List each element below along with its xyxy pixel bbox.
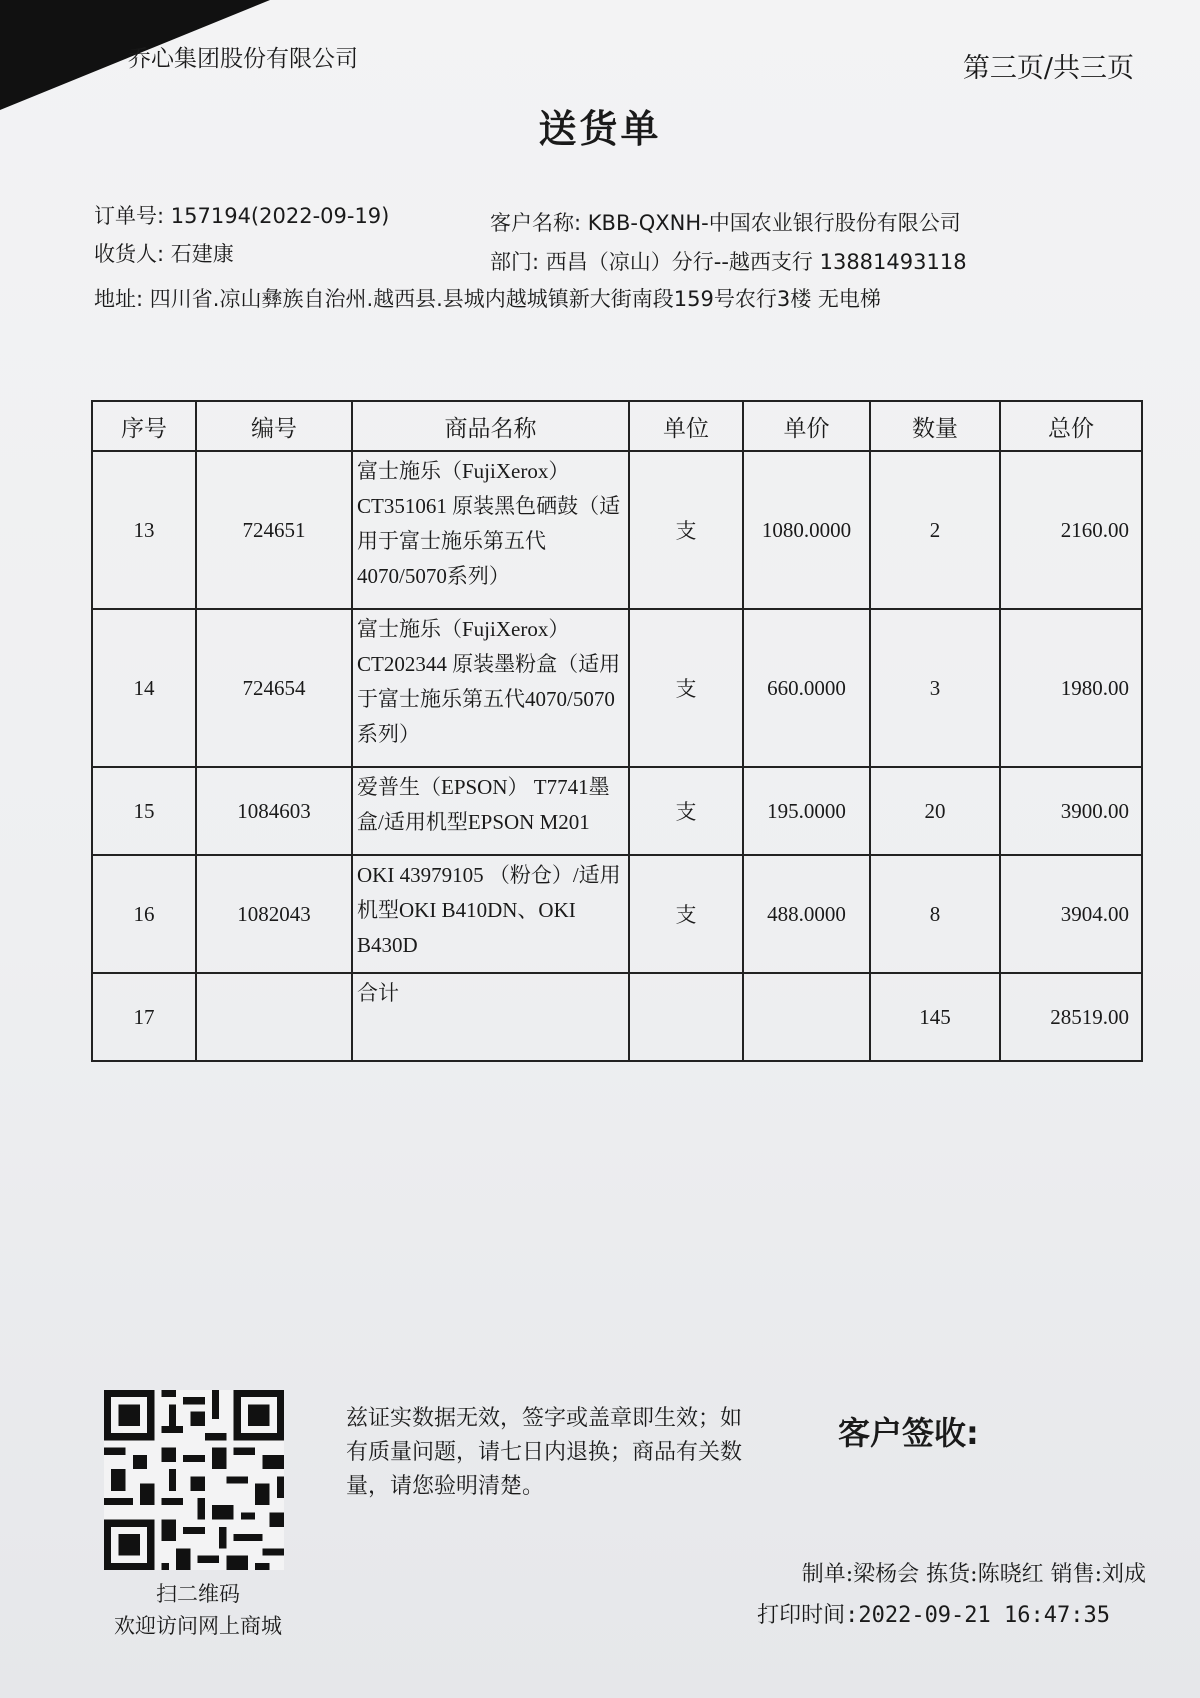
customer-name: 客户名称: KBB-QXNH-中国农业银行股份有限公司 xyxy=(490,211,961,235)
column-header: 数量 xyxy=(870,401,1000,451)
row-unit: 支 xyxy=(629,855,743,973)
row-unit xyxy=(629,973,743,1061)
table-row-total xyxy=(92,973,1142,1061)
row-price: 195.0000 xyxy=(743,767,870,855)
order-number: 订单号: 157194(2022-09-19) xyxy=(94,204,390,228)
page-title: 送货单 xyxy=(538,107,662,151)
row-total: 2160.00 xyxy=(1000,451,1142,609)
column-header: 序号 xyxy=(92,401,196,451)
row-total: 28519.00 xyxy=(1000,973,1142,1061)
qr-code-icon xyxy=(104,1390,284,1570)
row-code: 724654 xyxy=(196,609,352,767)
row-seq: 13 xyxy=(92,451,196,609)
row-product-name: 富士施乐（FujiXerox）CT351061 原装黑色硒鼓（适用于富士施乐第五代4070/5070系列） xyxy=(352,451,629,609)
row-product-name: 合计 xyxy=(352,973,629,1061)
row-seq: 15 xyxy=(92,767,196,855)
qr-caption-line1: 扫二维码 xyxy=(156,1582,240,1606)
row-total: 3900.00 xyxy=(1000,767,1142,855)
table-row xyxy=(92,609,1142,767)
qr-caption xyxy=(88,1578,308,1642)
row-total: 1980.00 xyxy=(1000,609,1142,767)
customer-signature-label: 客户签收: xyxy=(838,1414,979,1452)
column-header: 商品名称 xyxy=(352,401,629,451)
row-seq: 16 xyxy=(92,855,196,973)
receiver: 收货人: 石建康 xyxy=(94,242,234,266)
table-row xyxy=(92,451,1142,609)
column-header: 总价 xyxy=(1000,401,1142,451)
row-unit: 支 xyxy=(629,451,743,609)
row-qty: 3 xyxy=(870,609,1000,767)
qr-caption-line2: 欢迎访问网上商城 xyxy=(114,1614,282,1638)
goods-table xyxy=(91,400,1143,1062)
row-code: 724651 xyxy=(196,451,352,609)
table-row xyxy=(92,855,1142,973)
row-qty: 8 xyxy=(870,855,1000,973)
disclaimer-text: 兹证实数据无效，签字或盖章即生效；如有质量问题，请七日内退换；商品有关数量，请您验明清楚。 xyxy=(346,1406,743,1499)
row-qty: 145 xyxy=(870,973,1000,1061)
table-row xyxy=(92,767,1142,855)
row-unit: 支 xyxy=(629,767,743,855)
row-code xyxy=(196,973,352,1061)
page-indicator: 第三页/共三页 xyxy=(962,53,1134,84)
column-header: 编号 xyxy=(196,401,352,451)
column-header: 单价 xyxy=(743,401,870,451)
staff-info: 制单:梁杨会 拣货:陈晓红 销售:刘成 xyxy=(801,1562,1146,1587)
row-qty: 2 xyxy=(870,451,1000,609)
address: 地址: 四川省.凉山彝族自治州.越西县.县城内越城镇新大街南段159号农行3楼 无电梯 xyxy=(94,287,881,311)
row-seq: 14 xyxy=(92,609,196,767)
row-unit: 支 xyxy=(629,609,743,767)
column-header: 单位 xyxy=(629,401,743,451)
row-product-name: 爱普生（EPSON） T7741墨盒/适用机型EPSON M201 xyxy=(352,767,629,855)
row-code: 1082043 xyxy=(196,855,352,973)
row-product-name: 富士施乐（FujiXerox）CT202344 原装墨粉盒（适用于富士施乐第五代4070/5070系列） xyxy=(352,609,629,767)
table-header-row xyxy=(92,401,1142,451)
company-name: 乔心集团股份有限公司 xyxy=(128,46,358,72)
row-price xyxy=(743,973,870,1061)
print-time: 打印时间:2022-09-21 16:47:35 xyxy=(757,1603,1110,1628)
row-price: 1080.0000 xyxy=(743,451,870,609)
row-product-name: OKI 43979105 （粉仓）/适用机型OKI B410DN、OKI B430D xyxy=(352,855,629,973)
row-price: 488.0000 xyxy=(743,855,870,973)
row-seq: 17 xyxy=(92,973,196,1061)
row-code: 1084603 xyxy=(196,767,352,855)
row-qty: 20 xyxy=(870,767,1000,855)
row-total: 3904.00 xyxy=(1000,855,1142,973)
row-price: 660.0000 xyxy=(743,609,870,767)
department: 部门: 西昌（凉山）分行--越西支行 13881493118 xyxy=(490,250,967,274)
